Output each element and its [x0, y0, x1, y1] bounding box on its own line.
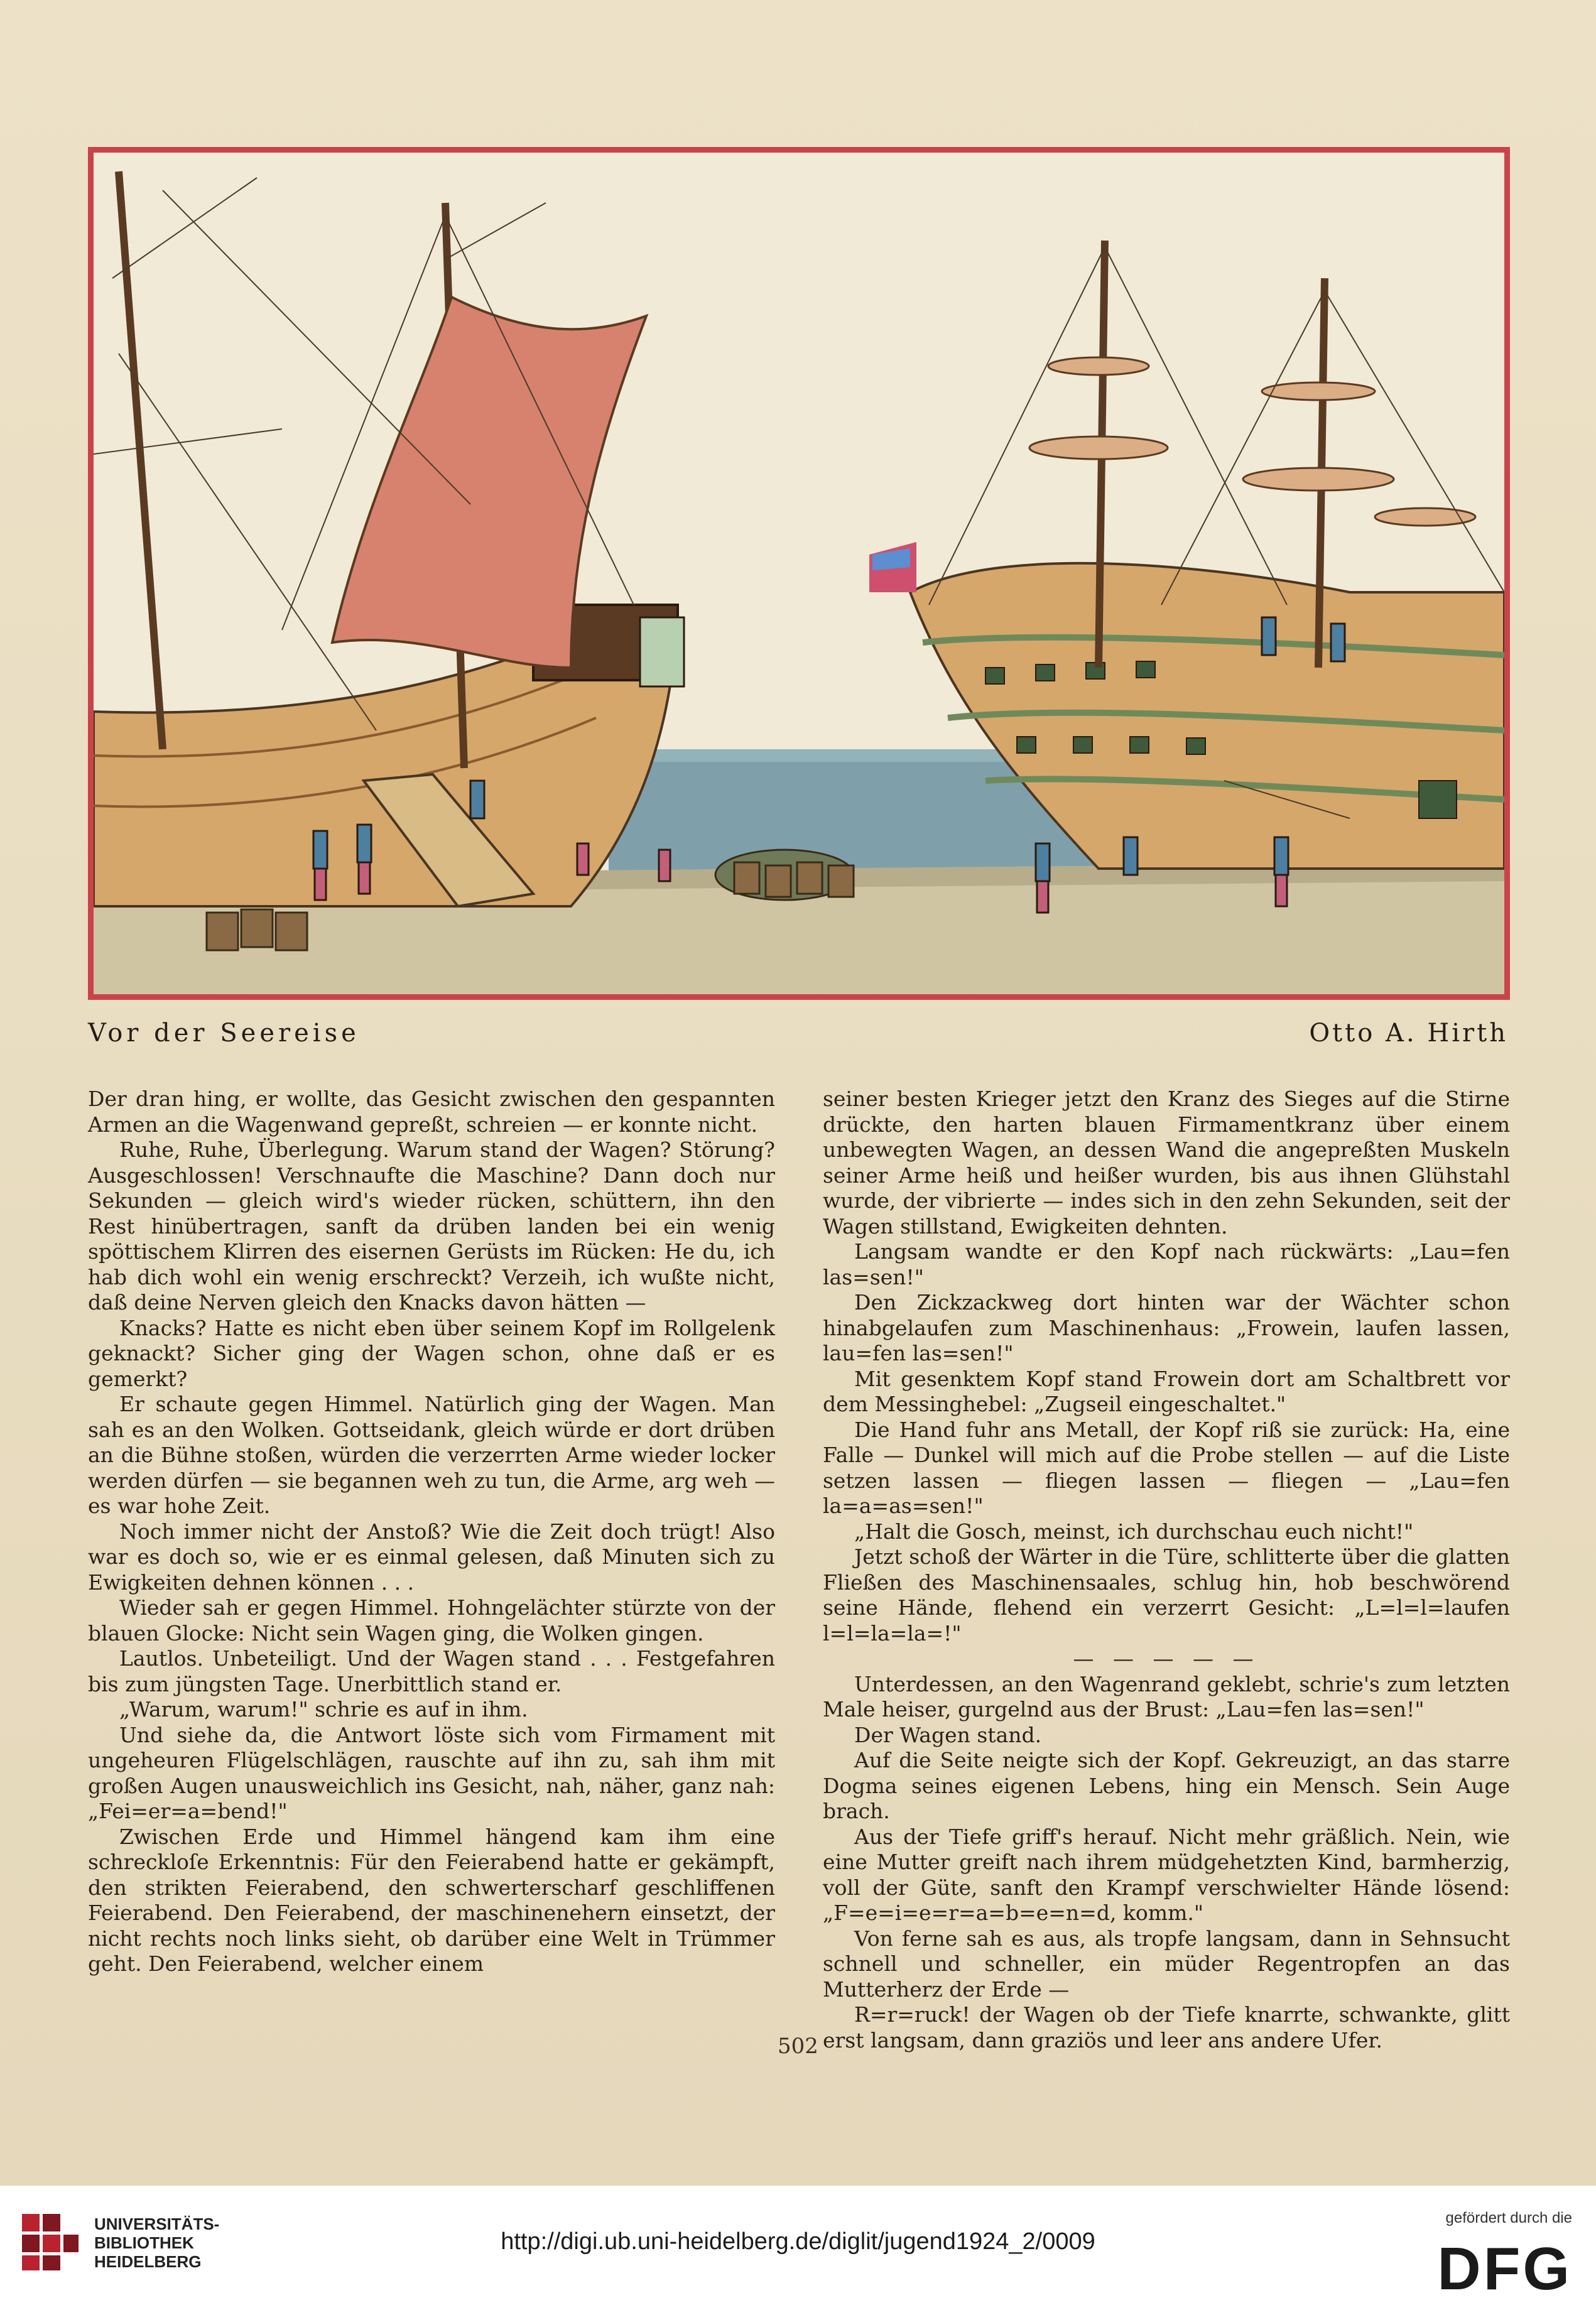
paragraph: Und siehe da, die Antwort löste sich vom Firmament mit ungeheuren Flügelschlägen, rauschte auf ihn zu, sah ihm mit großen Augen unausweichlich ins Gesicht, nah, näher, ganz nah: „Fei=er=a=bend!" [88, 1722, 775, 1823]
paragraph: seiner besten Krieger jetzt den Kranz des Sieges auf die Stirne drückte, den harten blauen Firmamentkranz über einem unbewegten Wagen, an dessen Wand die angepreßten Muskeln seiner Arme heiß und heißer wurden, bis aus ihnen Glühstahl wurde, der vibrierte — indes sich in den zehn Sekunden, seit der Wagen stillstand, Ewigkeiten dehnten. [823, 1087, 1510, 1239]
paragraph: Unterdessen, an den Wagenrand geklebt, schrie's zum letzten Male heiser, gurgelnd aus der Brust: „Lau=fen las=sen!" [823, 1671, 1510, 1722]
right-column [823, 1087, 1510, 2052]
paragraph: „Warum, warum!" schrie es auf in ihm. [119, 1697, 528, 1722]
paragraph: Jetzt schoß der Wärter in die Türe, schlitterte über die glatten Fließen des Maschinensaales, schlug hin, hob beschwörend seine Hände, flehend ein verzerrt Gesicht: „L=l=l=laufen l=l=la=la=!" [823, 1544, 1510, 1646]
funding-label: gefördert durch die [1445, 2210, 1572, 2226]
library-name-line: HEIDELBERG [94, 2252, 202, 2271]
paragraph: Wieder sah er gegen Himmel. Hohngelächter stürzte von der blauen Glocke: Nicht sein Wagen ging, die Wolken gingen. [88, 1595, 775, 1646]
paragraph: Knacks? Hatte es nicht eben über seinem Kopf im Rollgelenk geknackt? Sicher ging der Wagen schon, ohne daß er es gemerkt? [88, 1315, 775, 1391]
page-number: 502 [778, 2034, 818, 2059]
paragraph: Noch immer nicht der Anstoß? Wie die Zeit doch trügt! Also war es doch so, wie er es einmal gelesen, daß Minuten sich zu Ewigkeiten dehnen können . . . [88, 1519, 775, 1595]
illustration-title: Vor der Seereise [88, 1019, 360, 1048]
paragraph: Mit gesenktem Kopf stand Frowein dort am Schaltbrett vor dem Messinghebel: „Zugseil eingeschaltet." [823, 1366, 1510, 1416]
paragraph: Langsam wandte er den Kopf nach rückwärts: „Lau=fen las=sen!" [823, 1239, 1510, 1289]
paragraph: Auf die Seite neigte sich der Kopf. Gekreuzigt, an das starre Dogma seines eigenen Lebens, hing ein Mensch. Sein Auge brach. [823, 1748, 1510, 1823]
paragraph: Zwischen Erde und Himmel hängend kam ihm eine schreckloſe Erkenntnis: Für den Feierabend hatte er gekämpft, den strikten Feierabend, den schwerterscharf geschliffenen Feierabend. Den Feierabend, der maschinenehern einsetzt, der nicht rechts noch links sieht, ob darüber eine Welt in Trümmer geht. Den Feierabend, welcher einem [88, 1824, 775, 1976]
section-break: — — — — — [1073, 1646, 1260, 1671]
paragraph: Von ferne sah es aus, als tropfe langsam, dann in Sehnsucht schnell und schneller, ein müder Regentropfen an das Mutterherz der Erde — [823, 1926, 1510, 2002]
left-column [88, 1087, 775, 2010]
illustration-artist: Otto A. Hirth [1309, 1019, 1508, 1048]
paragraph: „Halt die Gosch, meinst, ich durchschau euch nicht!" [854, 1519, 1414, 1544]
paragraph: Der Wagen stand. [854, 1722, 1042, 1747]
paragraph: Der dran hing, er wollte, das Gesicht zwischen den gespannten Armen an die Wagenwand gepreßt, schreien — er konnte nicht. [88, 1087, 775, 1137]
harbor-scene-image [94, 153, 1504, 994]
paragraph: Er schaute gegen Himmel. Natürlich ging der Wagen. Man sah es an den Wolken. Gottseidank, gleich würde er dort drüben an die Bühne stoßen, würden die verzerrten Arme wieder locker werden dürfen — sie begannen weh zu tun, die Arme, arg weh — es war hohe Zeit. [88, 1392, 775, 1518]
paragraph: Die Hand fuhr ans Metall, der Kopf riß sie zurück: Ha, eine Falle — Dunkel will mich auf die Probe stellen — auf die Liste setzen lassen — fliegen lassen — fliegen — „Lau=fen la=a=as=sen!" [823, 1417, 1510, 1518]
paragraph: R=r=ruck! der Wagen ob der Tiefe knarrte, schwankte, glitt erst langsam, dann graziös und leer ans andere Ufer. [823, 2002, 1510, 2052]
library-name-line: UNIVERSITÄTS- [94, 2215, 220, 2233]
paragraph: Ruhe, Ruhe, Überlegung. Warum stand der Wagen? Störung? Ausgeschlossen! Verschnaufte die Maschine? Dann doch nur Sekunden — gleich wird's wieder rücken, schüttern, ihn den Rest hinübertragen, sanft da drüben landen bei ein wenig spöttischem Klirren des eisernen Gerüsts im Rücken: He du, ich hab dich wohl ein wenig erschreckt? Verzeih, ich wußte nicht, daß deine Nerven gleich den Knacks davon hätten — [88, 1137, 775, 1315]
paragraph: Den Zickzackweg dort hinten war der Wächter schon hinabgelaufen zum Maschinenhaus: „Frowein, laufen lassen, lau=fen las=sen!" [823, 1290, 1510, 1365]
library-name-line: BIBLIOTHEK [94, 2233, 194, 2252]
paragraph: Lautlos. Unbeteiligt. Und der Wagen stand . . . Festgefahren bis zum jüngsten Tage. Unerbittlich stand er. [88, 1646, 775, 1696]
dfg-logo[interactable]: DFG [1437, 2235, 1572, 2302]
ships-illustration [88, 147, 1510, 1000]
paragraph: Aus der Tiefe griff's herauf. Nicht mehr gräßlich. Nein, wie eine Mutter greift nach ihrem müdgehetzten Kind, barmherzig, voll der Güte, sanft den Krampf verschwielter Hände lösend: „F=e=i=e=r=a=b=e=n=d, komm." [823, 1824, 1510, 1925]
digitization-footer [0, 2186, 1596, 2310]
permalink-url[interactable]: http://digi.ub.uni-heidelberg.de/diglit/jugend1924_2/0009 [501, 2228, 1095, 2255]
